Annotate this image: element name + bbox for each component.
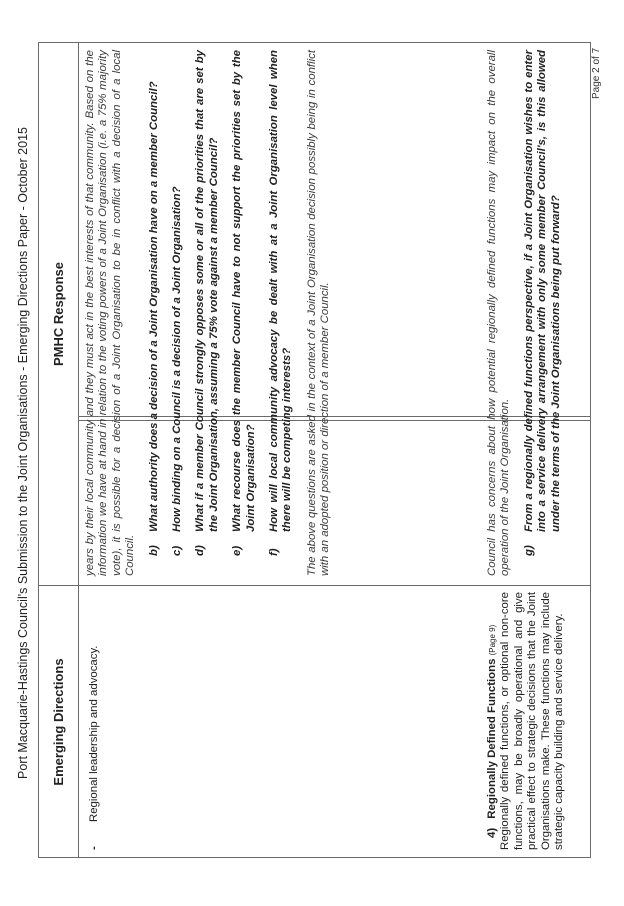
question-letter: c)	[171, 545, 184, 556]
row2-response-text: Council has concerns about how potential regionally defined functions may impact on the overall operation of the Joint Organisation.	[486, 50, 512, 576]
response-intro: years by their local community and they must act in the best interests of that community. Based on the information we have at hand in relation to the voting powers of a Joint Organisation (i.e. a 75% majority vote), it is possible for a decision of a Joint Organisation to be in conflict with a decision of a local Council.	[84, 50, 137, 576]
question-item	[148, 50, 161, 556]
direction-text: Regional leadership and advocacy.	[88, 645, 100, 822]
question-item	[194, 50, 221, 556]
question-item	[268, 50, 295, 556]
table-left-border	[38, 857, 591, 858]
table-right-border	[38, 42, 591, 43]
column-header-pmhc-response: PMHC Response	[50, 261, 66, 367]
question-item	[171, 50, 184, 556]
question-list	[148, 50, 295, 576]
question-text: How binding on a Council is a decision of a Joint Organisation?	[171, 186, 184, 532]
row1-direction-cell	[88, 592, 101, 850]
bullet-marker: -	[88, 846, 100, 850]
question-text: From a regionally defined functions perspective, if a Joint Organisation wishes to enter into a service delivery arrangement with only some member Council's, is this allowed under the terms of the Joint Organisations being put forward?	[522, 50, 562, 532]
question-text: What authority does a decision of a Joint Organisation have on a member Council?	[147, 81, 160, 532]
page-number: Page 2 of 7	[591, 47, 602, 99]
function-title: Regionally Defined Functions	[486, 658, 498, 819]
document-header: Port Macquarie-Hastings Council's Submission to the Joint Organisations - Emerging Directions Paper - October 2015	[16, 127, 30, 779]
question-letter: e)	[231, 545, 244, 556]
question-text: How will local community advocacy be dealt with at a Joint Organisation level when there will be competing interests?	[268, 50, 294, 532]
function-page-note: (Page 9)	[488, 624, 497, 656]
question-list	[523, 50, 563, 576]
question-letter: b)	[147, 545, 160, 556]
question-item	[523, 50, 563, 556]
row1-response-cell	[84, 50, 333, 576]
row2-direction-cell	[486, 592, 566, 850]
table-header-rule	[78, 42, 79, 858]
question-text: What recourse does the member Council have to not support the priorities set by the Joint Organisation?	[231, 50, 257, 532]
response-table	[38, 42, 591, 858]
question-letter: g)	[522, 545, 535, 556]
question-letter: d)	[194, 545, 207, 556]
response-closing: The above questions are asked in the context of a Joint Organisation decision possibly being in conflict with an adopted position or direction of a member Council.	[305, 50, 332, 576]
function-heading	[486, 592, 499, 850]
column-header-emerging-directions: Emerging Directions	[50, 658, 66, 786]
function-description: Regionally defined functions, or optional non-core functions, may be broadly operational and give practical effect to strategic decisions that the Joint Organisations make. These functions may include strategic capacity building and service delivery.	[499, 592, 566, 850]
question-letter: f)	[268, 548, 281, 556]
row2-response-cell	[486, 50, 563, 576]
question-item	[231, 50, 258, 556]
column-divider	[38, 585, 591, 586]
question-text: What if a member Council strongly opposes some or all of the priorities that are set by the Joint Organisation, assuming a 75% vote against a member Council?	[194, 50, 220, 532]
function-number: 4)	[486, 827, 498, 838]
table-bottom-border	[590, 42, 591, 858]
